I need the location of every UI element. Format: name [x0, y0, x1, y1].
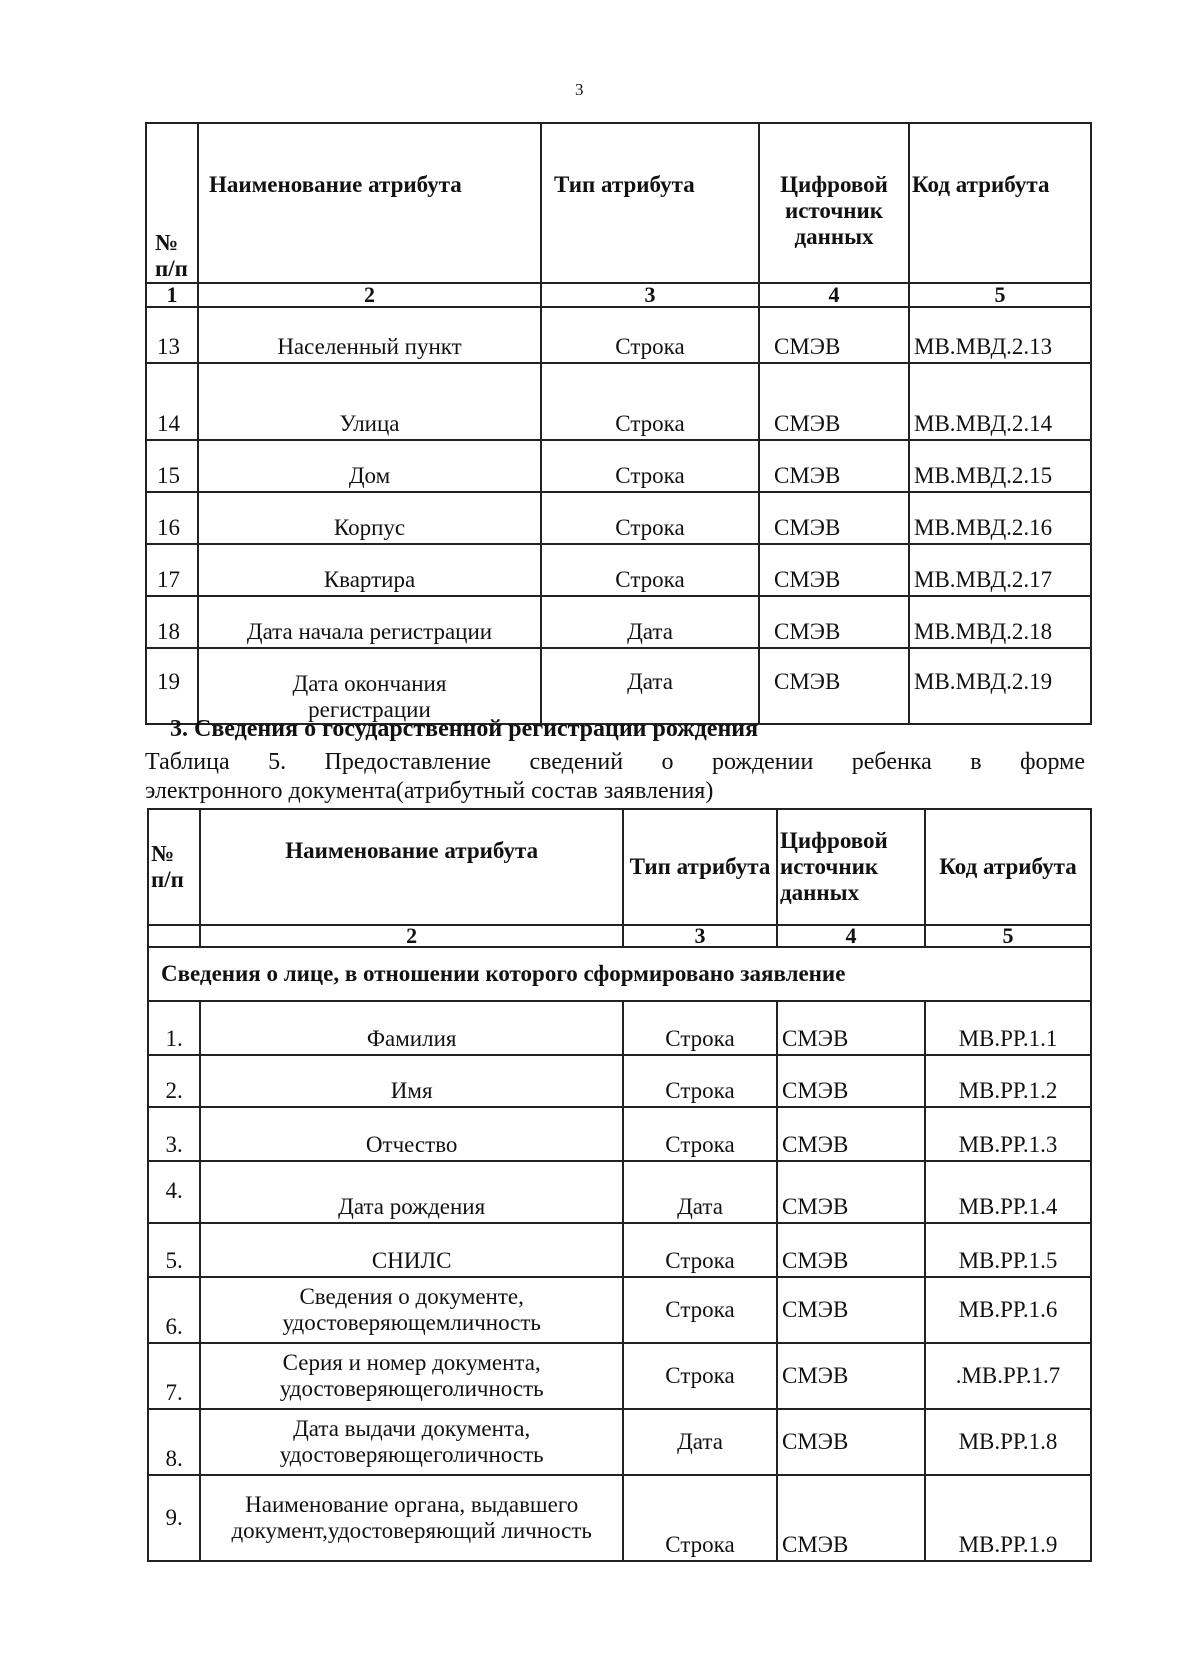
table-row — [146, 440, 1091, 492]
cell-type: Дата — [623, 1409, 777, 1475]
cell-name: Улица — [198, 363, 541, 440]
index-cell — [148, 925, 200, 947]
header-type: Тип атрибута — [541, 123, 759, 283]
cell-name: Населенный пункт — [198, 307, 541, 363]
cell-name: Сведения о документе, удостоверяющемличность — [200, 1277, 623, 1343]
cell-num: 4. — [148, 1161, 200, 1223]
cell-num: 19 — [146, 648, 198, 724]
cell-code: МВ.РР.1.5 — [925, 1223, 1091, 1277]
cell-num: 18 — [146, 596, 198, 648]
table-row — [148, 1223, 1091, 1277]
cell-type: Строка — [623, 1277, 777, 1343]
index-cell: 1 — [146, 283, 198, 307]
cell-source: СМЭВ — [777, 1001, 925, 1055]
cell-code: МВ.МВД.2.14 — [909, 363, 1091, 440]
cell-type: Строка — [541, 307, 759, 363]
cell-type: Строка — [623, 1001, 777, 1055]
header-num: № п/п — [148, 809, 200, 925]
table-row — [148, 1001, 1091, 1055]
cell-num: 17 — [146, 544, 198, 596]
table-row — [148, 1409, 1091, 1475]
header-num: № п/п — [146, 123, 198, 283]
table-row — [148, 1475, 1091, 1561]
cell-code: МВ.МВД.2.17 — [909, 544, 1091, 596]
cell-code: МВ.МВД.2.13 — [909, 307, 1091, 363]
cell-source: СМЭВ — [777, 1107, 925, 1161]
cell-name: Серия и номер документа, удостоверяющеголичность — [200, 1343, 623, 1409]
column-index-row — [148, 925, 1091, 947]
cell-code: МВ.МВД.2.15 — [909, 440, 1091, 492]
table-row — [148, 1161, 1091, 1223]
cell-type: Строка — [623, 1223, 777, 1277]
section-title: 3. Сведения о государственной регистрации рождения — [170, 716, 759, 742]
cell-code: МВ.РР.1.1 — [925, 1001, 1091, 1055]
header-code: Код атрибута — [909, 123, 1091, 283]
cell-name: Отчество — [200, 1107, 623, 1161]
cell-code: МВ.РР.1.9 — [925, 1475, 1091, 1561]
header-name: Наименование атрибута — [198, 123, 541, 283]
cell-type: Дата — [623, 1161, 777, 1223]
cell-type: Строка — [623, 1107, 777, 1161]
table-row — [146, 648, 1091, 724]
header-source: Цифровой источник данных — [777, 809, 925, 925]
table-row — [146, 492, 1091, 544]
cell-source: СМЭВ — [777, 1161, 925, 1223]
cell-name: Дата выдачи документа, удостоверяющеголичность — [200, 1409, 623, 1475]
index-cell: 3 — [623, 925, 777, 947]
cell-source: СМЭВ — [759, 648, 909, 724]
cell-name: Дата начала регистрации — [198, 596, 541, 648]
cell-code: МВ.МВД.2.19 — [909, 648, 1091, 724]
index-cell: 5 — [925, 925, 1091, 947]
index-cell: 4 — [759, 283, 909, 307]
cell-type: Строка — [623, 1055, 777, 1107]
table-caption-line1: Таблица 5. Предоставление сведений о рождении ребенка в форме — [145, 749, 1085, 775]
page-number: 3 — [575, 80, 584, 99]
table-row — [146, 596, 1091, 648]
cell-num: 1. — [148, 1001, 200, 1055]
index-cell: 2 — [200, 925, 623, 947]
table-row — [148, 1343, 1091, 1409]
cell-name: СНИЛС — [200, 1223, 623, 1277]
cell-name: Квартира — [198, 544, 541, 596]
table-row — [148, 1107, 1091, 1161]
table-caption-line2: электронного документа(атрибутный состав заявления) — [145, 778, 714, 804]
cell-type: Строка — [623, 1475, 777, 1561]
cell-num: 7. — [148, 1343, 200, 1409]
cell-num: 9. — [148, 1475, 200, 1561]
index-cell: 4 — [777, 925, 925, 947]
table-header-row — [146, 123, 1091, 283]
cell-code: .МВ.РР.1.7 — [925, 1343, 1091, 1409]
cell-num: 15 — [146, 440, 198, 492]
index-cell: 5 — [909, 283, 1091, 307]
cell-type: Строка — [541, 492, 759, 544]
cell-source: СМЭВ — [777, 1055, 925, 1107]
cell-num: 5. — [148, 1223, 200, 1277]
header-source: Цифровой источник данных — [759, 123, 909, 283]
cell-code: МВ.МВД.2.18 — [909, 596, 1091, 648]
cell-source: СМЭВ — [759, 363, 909, 440]
cell-name: Корпус — [198, 492, 541, 544]
cell-name: Наименование органа, выдавшего документ,удостоверяющий личность — [200, 1475, 623, 1561]
table-header-row — [148, 809, 1091, 925]
cell-num: 3. — [148, 1107, 200, 1161]
column-index-row — [146, 283, 1091, 307]
cell-code: МВ.РР.1.8 — [925, 1409, 1091, 1475]
header-name: Наименование атрибута — [200, 809, 623, 925]
index-cell: 2 — [198, 283, 541, 307]
cell-source: СМЭВ — [777, 1277, 925, 1343]
cell-source: СМЭВ — [759, 307, 909, 363]
cell-source: СМЭВ — [759, 544, 909, 596]
cell-num: 14 — [146, 363, 198, 440]
address-attributes-table — [145, 122, 1092, 725]
cell-code: МВ.РР.1.3 — [925, 1107, 1091, 1161]
cell-source: СМЭВ — [759, 492, 909, 544]
cell-type: Дата — [541, 596, 759, 648]
cell-num: 8. — [148, 1409, 200, 1475]
cell-num: 6. — [148, 1277, 200, 1343]
table-row — [146, 307, 1091, 363]
table-row — [148, 1055, 1091, 1107]
cell-source: СМЭВ — [777, 1475, 925, 1561]
cell-type: Строка — [623, 1343, 777, 1409]
cell-name: Дата окончания регистрации — [198, 648, 541, 724]
cell-type: Строка — [541, 544, 759, 596]
cell-num: 16 — [146, 492, 198, 544]
cell-code: МВ.РР.1.4 — [925, 1161, 1091, 1223]
cell-source: СМЭВ — [777, 1343, 925, 1409]
cell-source: СМЭВ — [759, 440, 909, 492]
cell-code: МВ.РР.1.2 — [925, 1055, 1091, 1107]
cell-name: Дом — [198, 440, 541, 492]
table-row — [148, 1277, 1091, 1343]
cell-num: 13 — [146, 307, 198, 363]
cell-type: Дата — [541, 648, 759, 724]
header-type: Тип атрибута — [623, 809, 777, 925]
cell-code: МВ.РР.1.6 — [925, 1277, 1091, 1343]
cell-source: СМЭВ — [777, 1223, 925, 1277]
cell-type: Строка — [541, 440, 759, 492]
index-cell: 3 — [541, 283, 759, 307]
group-title: Сведения о лице, в отношении которого сформировано заявление — [148, 947, 1091, 1001]
cell-name: Имя — [200, 1055, 623, 1107]
cell-name: Фамилия — [200, 1001, 623, 1055]
birth-registration-attributes-table — [147, 808, 1092, 1562]
cell-code: МВ.МВД.2.16 — [909, 492, 1091, 544]
cell-source: СМЭВ — [777, 1409, 925, 1475]
cell-num: 2. — [148, 1055, 200, 1107]
cell-name: Дата рождения — [200, 1161, 623, 1223]
table-row — [146, 544, 1091, 596]
cell-type: Строка — [541, 363, 759, 440]
cell-source: СМЭВ — [759, 596, 909, 648]
table-row — [146, 363, 1091, 440]
header-code: Код атрибута — [925, 809, 1091, 925]
group-header-row — [148, 947, 1091, 1001]
